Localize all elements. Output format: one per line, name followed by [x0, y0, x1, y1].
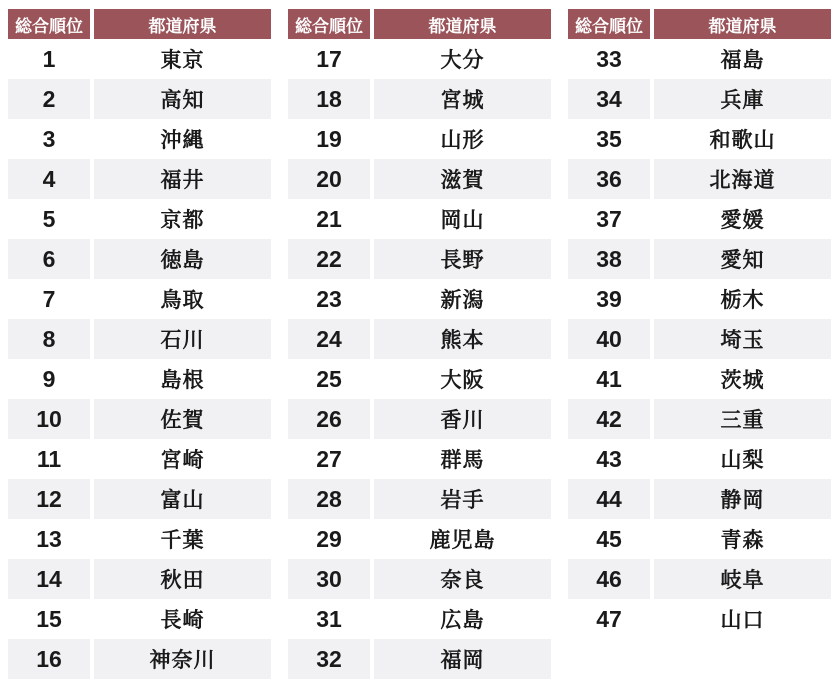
- rank-cell: 38: [568, 239, 650, 279]
- rank-cell: 12: [8, 479, 90, 519]
- rank-cell: 19: [316, 125, 342, 152]
- table-row: [8, 639, 271, 679]
- rank-cell: 3: [42, 125, 56, 152]
- rank-cell: 23: [316, 285, 342, 312]
- table-row: [288, 39, 551, 79]
- table-row: [288, 159, 551, 199]
- prefecture-cell: 大分: [440, 49, 485, 72]
- table-header-row: [288, 9, 551, 39]
- table-row: [568, 199, 831, 239]
- table-row: [288, 639, 551, 679]
- rank-cell: 7: [42, 285, 56, 312]
- rank-column-header: 総合順位: [288, 9, 370, 39]
- table-body: [288, 39, 551, 679]
- table-row: [288, 479, 551, 519]
- rank-cell: 28: [288, 479, 370, 519]
- rank-column-header: 総合順位: [568, 9, 650, 39]
- rank-cell: 39: [596, 285, 622, 312]
- rank-cell: 2: [8, 79, 90, 119]
- rank-cell: 47: [596, 605, 622, 632]
- table-row: [288, 279, 551, 319]
- table-row: [568, 159, 831, 199]
- table-row: [8, 519, 271, 559]
- prefecture-cell: 福岡: [374, 639, 551, 679]
- rank-cell: 22: [288, 239, 370, 279]
- table-row: [568, 119, 831, 159]
- ranking-table-33-47: [568, 9, 831, 679]
- rank-cell: 14: [8, 559, 90, 599]
- prefecture-cell: 滋賀: [374, 159, 551, 199]
- table-row: [568, 359, 831, 399]
- prefecture-cell: 佐賀: [94, 399, 271, 439]
- prefecture-cell: 埼玉: [654, 319, 831, 359]
- rank-cell: 37: [596, 205, 622, 232]
- table-row: [288, 559, 551, 599]
- ranking-table-17-32: [288, 9, 551, 679]
- prefecture-cell: 兵庫: [654, 79, 831, 119]
- rank-cell: 41: [596, 365, 622, 392]
- prefecture-cell: 秋田: [94, 559, 271, 599]
- rank-cell: 32: [288, 639, 370, 679]
- prefecture-cell: 栃木: [720, 289, 765, 312]
- rank-cell: 18: [288, 79, 370, 119]
- prefecture-column-header: 都道府県: [94, 9, 271, 39]
- table-row: [8, 559, 271, 599]
- table-row: [568, 559, 831, 599]
- prefecture-column-header: 都道府県: [374, 9, 551, 39]
- prefecture-cell: 三重: [654, 399, 831, 439]
- rank-cell: 34: [568, 79, 650, 119]
- rank-cell: 45: [596, 525, 622, 552]
- prefecture-cell: 福島: [720, 49, 765, 72]
- prefecture-cell: 富山: [94, 479, 271, 519]
- prefecture-cell: 奈良: [374, 559, 551, 599]
- rank-cell: 11: [36, 445, 62, 472]
- prefecture-cell: 北海道: [654, 159, 831, 199]
- table-row: [8, 119, 271, 159]
- table-row: [8, 439, 271, 479]
- table-row: [568, 439, 831, 479]
- rank-cell: 42: [568, 399, 650, 439]
- table-row: [8, 279, 271, 319]
- prefecture-cell: 新潟: [440, 289, 485, 312]
- table-row: [8, 239, 271, 279]
- prefecture-cell: 山形: [440, 129, 485, 152]
- rank-cell: 24: [288, 319, 370, 359]
- prefecture-cell: 岩手: [374, 479, 551, 519]
- rank-cell: 16: [8, 639, 90, 679]
- rank-cell: 44: [568, 479, 650, 519]
- prefecture-cell: 沖縄: [160, 129, 205, 152]
- table-row: [288, 439, 551, 479]
- prefecture-cell: 神奈川: [94, 639, 271, 679]
- table-header-row: [568, 9, 831, 39]
- prefecture-cell: 京都: [160, 209, 205, 232]
- table-row: [568, 39, 831, 79]
- rank-cell: 9: [42, 365, 56, 392]
- prefecture-cell: 岡山: [440, 209, 485, 232]
- rank-cell: 25: [316, 365, 342, 392]
- table-row: [568, 479, 831, 519]
- rank-cell: 4: [8, 159, 90, 199]
- prefecture-cell: 長崎: [160, 609, 205, 632]
- prefecture-cell: 和歌山: [709, 129, 776, 152]
- prefecture-cell: 大阪: [440, 369, 485, 392]
- rank-cell: 31: [316, 605, 342, 632]
- rank-cell: 29: [316, 525, 342, 552]
- table-row: [288, 79, 551, 119]
- prefecture-cell: 高知: [94, 79, 271, 119]
- table-row: [568, 319, 831, 359]
- rank-cell: 30: [288, 559, 370, 599]
- prefecture-cell: 福井: [94, 159, 271, 199]
- table-row: [288, 599, 551, 639]
- rank-cell: 27: [316, 445, 342, 472]
- table-row: [288, 199, 551, 239]
- table-row: [568, 279, 831, 319]
- rank-cell: 40: [568, 319, 650, 359]
- table-row: [8, 199, 271, 239]
- prefecture-cell: 徳島: [94, 239, 271, 279]
- rank-cell: 46: [568, 559, 650, 599]
- prefecture-cell: 東京: [160, 49, 205, 72]
- prefecture-cell: 石川: [94, 319, 271, 359]
- prefecture-cell: 千葉: [160, 529, 205, 552]
- prefecture-cell: 茨城: [720, 369, 765, 392]
- table-row: [568, 239, 831, 279]
- table-row: [288, 239, 551, 279]
- rank-cell: 17: [316, 45, 342, 72]
- table-row: [568, 519, 831, 559]
- rank-column-header: 総合順位: [8, 9, 90, 39]
- rank-cell: 13: [36, 525, 62, 552]
- prefecture-cell: 宮崎: [160, 449, 205, 472]
- table-row: [8, 39, 271, 79]
- prefecture-cell: 熊本: [374, 319, 551, 359]
- table-row: [8, 599, 271, 639]
- rank-cell: 26: [288, 399, 370, 439]
- table-body: [8, 39, 271, 679]
- prefecture-cell: 愛知: [654, 239, 831, 279]
- rank-cell: 35: [596, 125, 622, 152]
- rank-cell: 21: [316, 205, 342, 232]
- table-row: [288, 519, 551, 559]
- rank-cell: 36: [568, 159, 650, 199]
- table-row: [288, 319, 551, 359]
- rank-cell: 6: [8, 239, 90, 279]
- rank-cell: 5: [42, 205, 56, 232]
- rank-cell: 15: [36, 605, 62, 632]
- rank-cell: 43: [596, 445, 622, 472]
- table-row: [568, 79, 831, 119]
- prefecture-column-header: 都道府県: [654, 9, 831, 39]
- prefecture-cell: 鳥取: [160, 289, 205, 312]
- prefecture-cell: 広島: [440, 609, 485, 632]
- table-row: [8, 159, 271, 199]
- rank-cell: 10: [8, 399, 90, 439]
- table-row: [8, 319, 271, 359]
- table-row: [8, 79, 271, 119]
- prefecture-cell: 岐阜: [654, 559, 831, 599]
- prefecture-cell: 青森: [720, 529, 765, 552]
- table-row: [8, 399, 271, 439]
- table-row: [568, 399, 831, 439]
- prefecture-cell: 島根: [160, 369, 205, 392]
- table-row: [288, 359, 551, 399]
- prefecture-cell: 鹿児島: [429, 529, 496, 552]
- rank-cell: 20: [288, 159, 370, 199]
- prefecture-cell: 長野: [374, 239, 551, 279]
- table-row: [8, 479, 271, 519]
- rank-cell: 33: [596, 45, 622, 72]
- prefecture-cell: 群馬: [440, 449, 485, 472]
- prefecture-cell: 愛媛: [720, 209, 765, 232]
- prefecture-cell: 宮城: [374, 79, 551, 119]
- rank-cell: 1: [42, 45, 56, 72]
- prefecture-cell: 静岡: [654, 479, 831, 519]
- table-row: [8, 359, 271, 399]
- table-row: [288, 119, 551, 159]
- rank-cell: 8: [8, 319, 90, 359]
- prefecture-cell: 香川: [374, 399, 551, 439]
- ranking-table-1-16: [8, 9, 271, 679]
- table-row: [568, 599, 831, 639]
- table-header-row: [8, 9, 271, 39]
- prefecture-cell: 山口: [720, 609, 765, 632]
- table-body: [568, 39, 831, 639]
- table-row: [288, 399, 551, 439]
- prefecture-cell: 山梨: [720, 449, 765, 472]
